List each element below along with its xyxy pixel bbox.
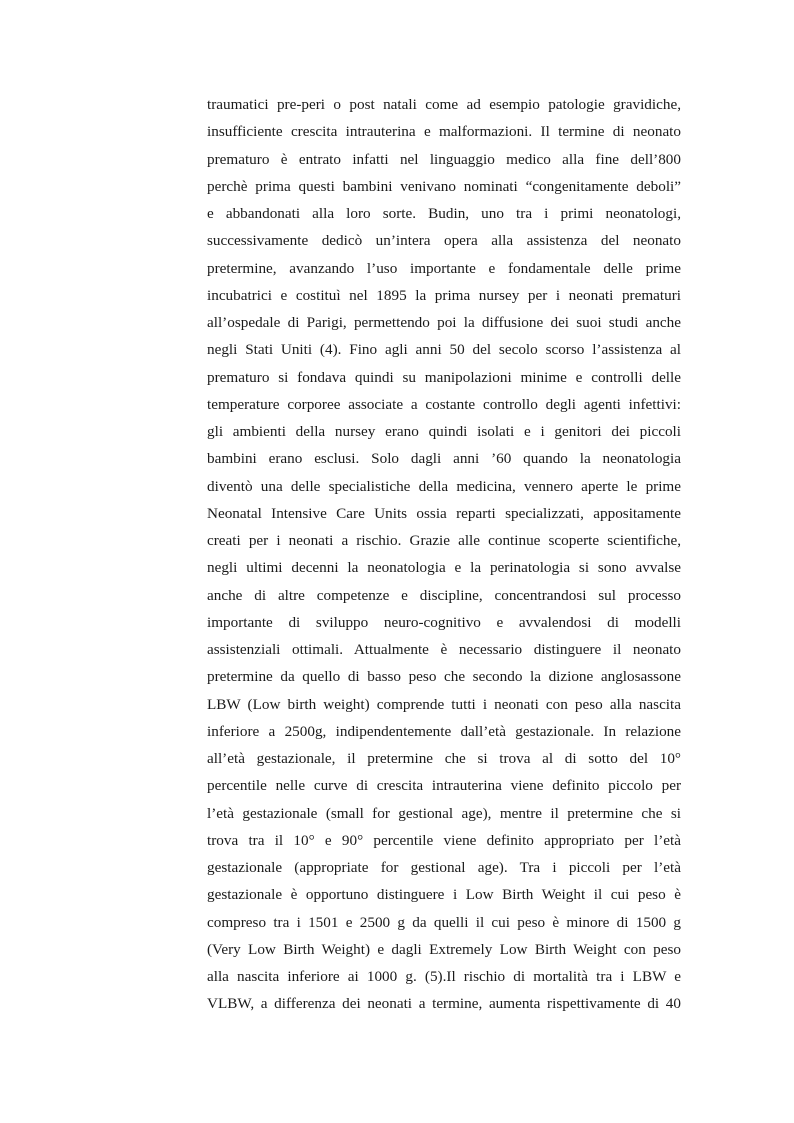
text-line: incubatrici e costituì nel 1895 la prima nursey per i neonati prematuri [207, 286, 681, 304]
text-line: VLBW, a differenza dei neonati a termine, aumenta rispettivamente di 40 [207, 995, 681, 1013]
text-line: all’età gestazionale, il pretermine che si trova al di sotto del 10° [207, 750, 681, 767]
text-line: alla nascita inferiore ai 1000 g. (5).Il rischio di mortalità tra i LBW e [207, 968, 681, 985]
text-line: compreso tra i 1501 e 2500 g da quelli il cui peso è minore di 1500 g [207, 913, 681, 931]
text-line: (Very Low Birth Weight) e dagli Extremely Low Birth Weight con peso [207, 940, 681, 958]
text-line: temperature corporee associate a costante controllo degli agenti infettivi: [207, 395, 681, 413]
text-line: anche di altre competenze e discipline, concentrandosi sul processo [207, 586, 681, 604]
text-line: gli ambienti della nursey erano quindi isolati e i genitori dei piccoli [207, 423, 681, 440]
text-line: inferiore a 2500g, indipendentemente dall’età gestazionale. In relazione [207, 722, 681, 740]
text-line: negli Stati Uniti (4). Fino agli anni 50 del secolo scorso l’assistenza al [207, 341, 681, 359]
text-line: negli ultimi decenni la neonatologia e la perinatologia si sono avvalse [207, 559, 681, 577]
text-line: pretermine, avanzando l’uso importante e fondamentale delle prime [207, 259, 681, 277]
text-line: LBW (Low birth weight) comprende tutti i neonati con peso alla nascita [207, 695, 681, 713]
text-line: successivamente dedicò un’intera opera alla assistenza del neonato [207, 232, 681, 250]
text-line: gestazionale è opportuno distinguere i Low Birth Weight il cui peso è [207, 886, 681, 904]
text-line: diventò una delle specialistiche della medicina, vennero aperte le prime [207, 477, 681, 495]
text-line: l’età gestazionale (small for gestional age), mentre il pretermine che si [207, 804, 681, 822]
text-line: perchè prima questi bambini venivano nominati “congenitamente deboli” [207, 177, 681, 195]
text-line: percentile nelle curve di crescita intrauterina viene definito piccolo per [207, 777, 681, 795]
text-line: insufficiente crescita intrauterina e malformazioni. Il termine di neonato [207, 123, 681, 141]
text-line: pretermine da quello di basso peso che secondo la dizione anglosassone [207, 668, 681, 686]
text-line: prematuro si fondava quindi su manipolazioni minime e controlli delle [207, 368, 681, 386]
text-line: gestazionale (appropriate for gestional age). Tra i piccoli per l’età [207, 859, 681, 876]
text-line: traumatici pre-peri o post natali come ad esempio patologie gravidiche, [207, 96, 681, 113]
text-line: importante di sviluppo neuro-cognitivo e avvalendosi di modelli [207, 613, 681, 631]
text-line: Neonatal Intensive Care Units ossia reparti specializzati, appositamente [207, 504, 681, 522]
text-line: assistenziali ottimali. Attualmente è necessario distinguere il neonato [207, 641, 681, 658]
text-line: trova tra il 10° e 90° percentile viene definito appropriato per l’età [207, 831, 681, 849]
text-line: creati per i neonati a rischio. Grazie alle continue scoperte scientifiche, [207, 532, 681, 549]
text-line: bambini erano esclusi. Solo dagli anni ’60 quando la neonatologia [207, 450, 681, 468]
text-line: e abbandonati alla loro sorte. Budin, uno tra i primi neonatologi, [207, 205, 681, 222]
body-text [207, 91, 681, 1018]
text-line: prematuro è entrato infatti nel linguaggio medico alla fine dell’800 [207, 150, 681, 168]
text-line: all’ospedale di Parigi, permettendo poi la diffusione dei suoi studi anche [207, 314, 681, 331]
